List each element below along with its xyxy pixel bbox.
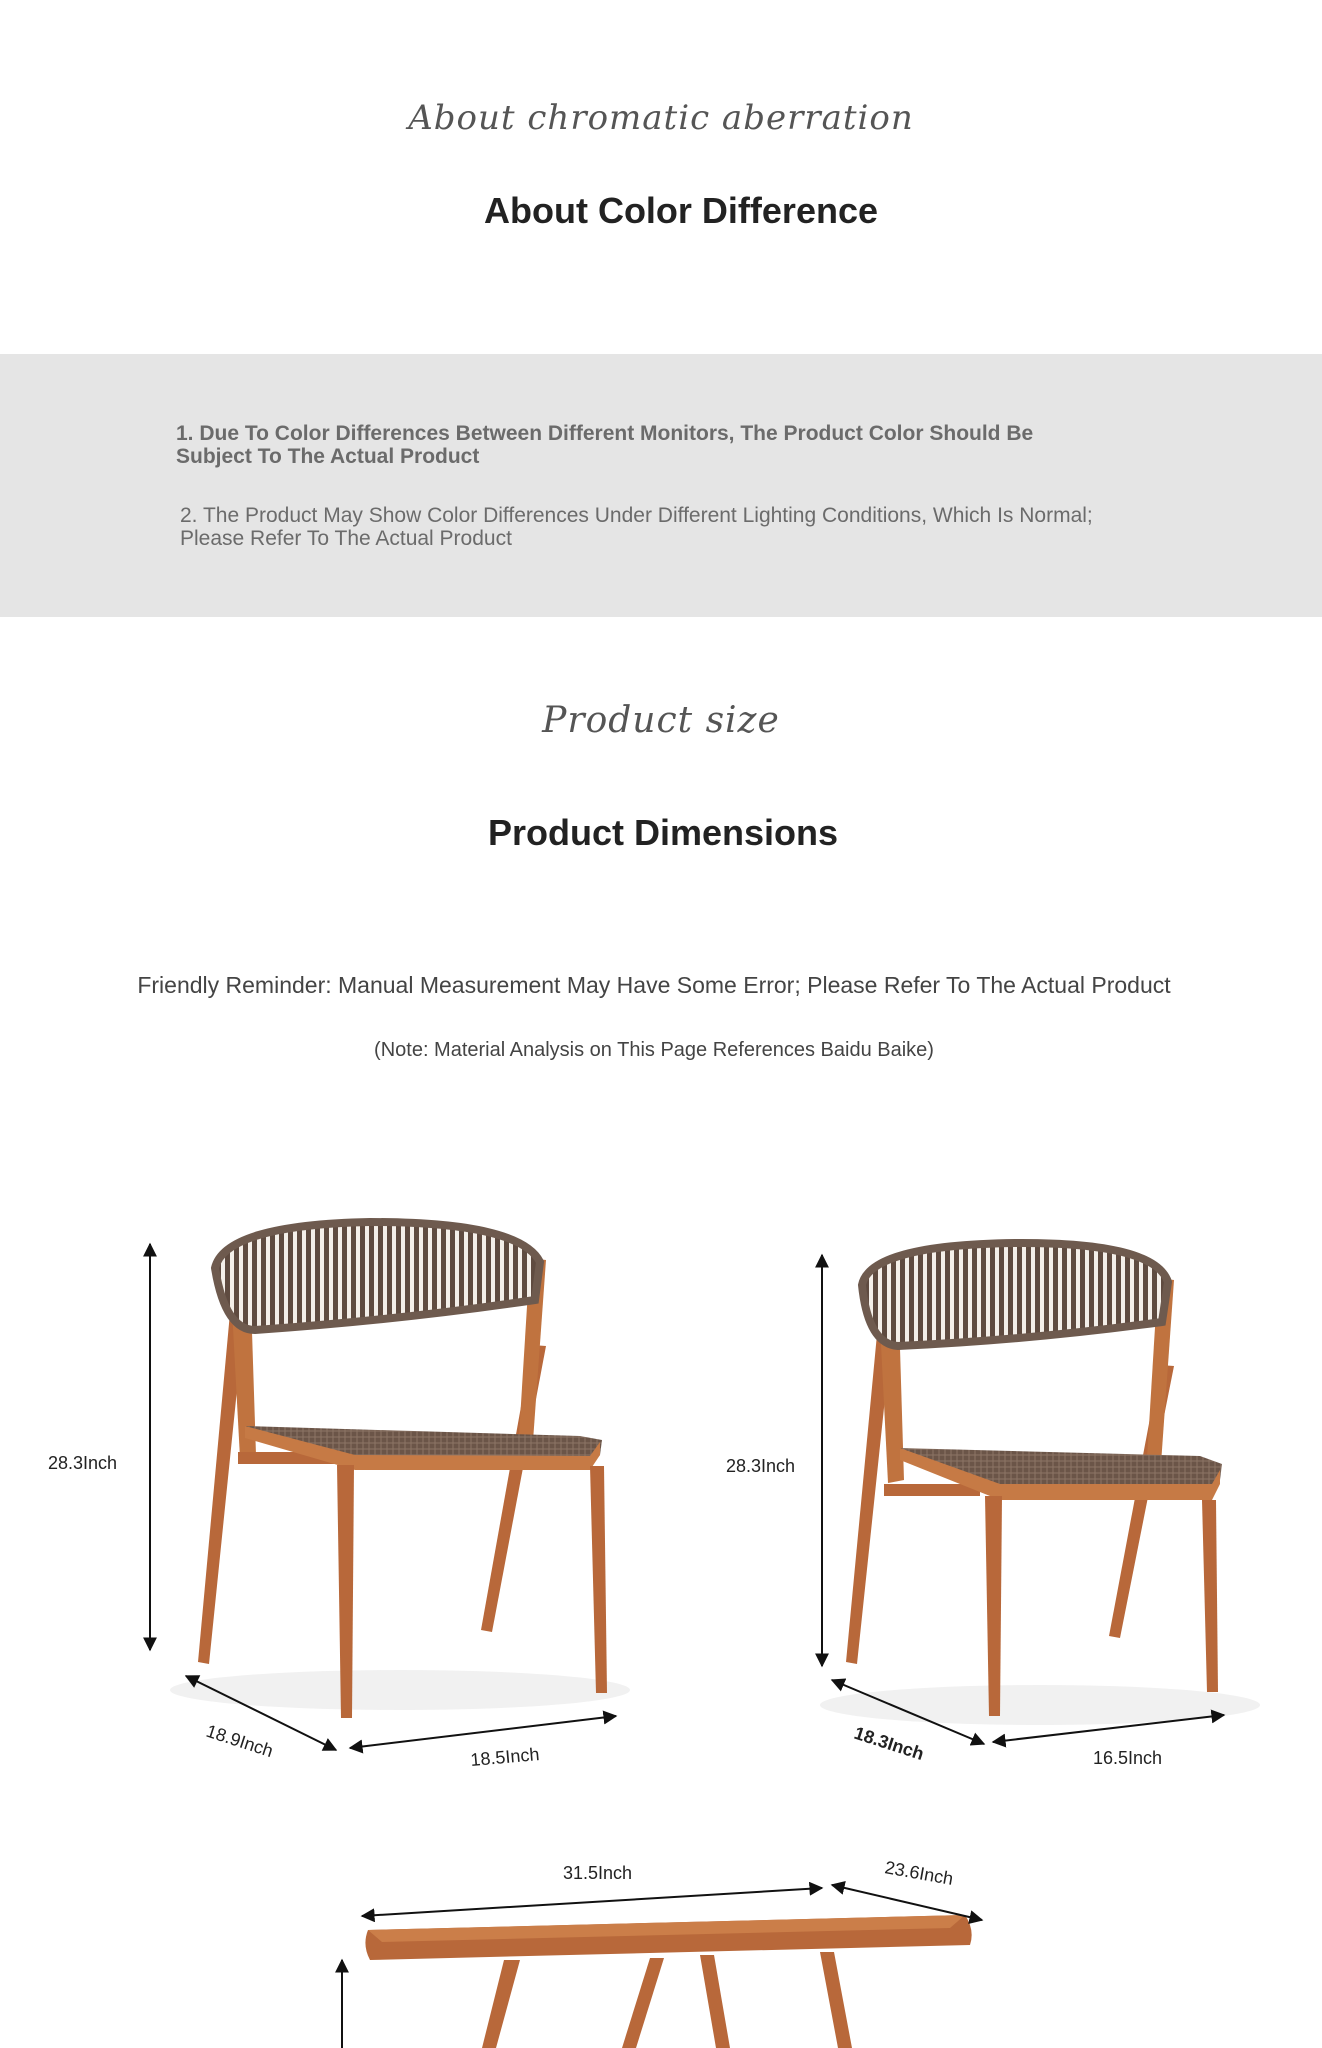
table-width-arrow: [832, 1885, 982, 1920]
chair-2-width-label: 16.5Inch: [1093, 1748, 1163, 1768]
table-length-label: 31.5Inch: [563, 1863, 633, 1883]
chair-1-illustration: [48, 1222, 630, 1770]
chair-2-illustration: [726, 1243, 1260, 1768]
product-size-script-title: Product size: [542, 700, 780, 741]
table-length-arrow: [362, 1888, 822, 1916]
chair-1-width-label: 18.5Inch: [469, 1744, 541, 1770]
chair-1-width-arrow: [350, 1716, 616, 1748]
chair-1-height-label: 28.3Inch: [48, 1453, 118, 1473]
table-width-label: 23.6Inch: [883, 1857, 955, 1889]
color-difference-title: About Color Difference: [483, 190, 878, 231]
chair-1-front-leg-right: [590, 1466, 607, 1693]
chair-2-depth-label: 18.3Inch: [851, 1722, 927, 1765]
product-dimensions-title: Product Dimensions: [487, 812, 839, 853]
measurement-reminder: Friendly Reminder: Manual Measurement May Have Some Error; Please Refer To The Actual Product: [137, 972, 1171, 998]
chair-2-height-label: 28.3Inch: [726, 1456, 796, 1476]
table-illustration: [342, 1857, 982, 2048]
chromatic-aberration-script-title: About chromatic aberration: [408, 98, 914, 138]
chair-2-front-leg-left: [985, 1496, 1002, 1716]
material-note: (Note: Material Analysis on This Page References Baidu Baike): [374, 1039, 934, 1061]
color-note-1: 1. Due To Color Differences Between Different Monitors, The Product Color Should Be Subject To The Actual Product: [176, 422, 1034, 468]
chair-1-backrest: [215, 1222, 540, 1330]
chair-1-depth-label: 18.9Inch: [203, 1720, 276, 1762]
chair-2-front-leg-right: [1202, 1500, 1218, 1692]
color-note-2: 2. The Product May Show Color Differences Under Different Lighting Conditions, Which Is Normal; Please Refer To The Actual Product: [180, 504, 1093, 550]
chair-2-backrest: [862, 1243, 1168, 1346]
